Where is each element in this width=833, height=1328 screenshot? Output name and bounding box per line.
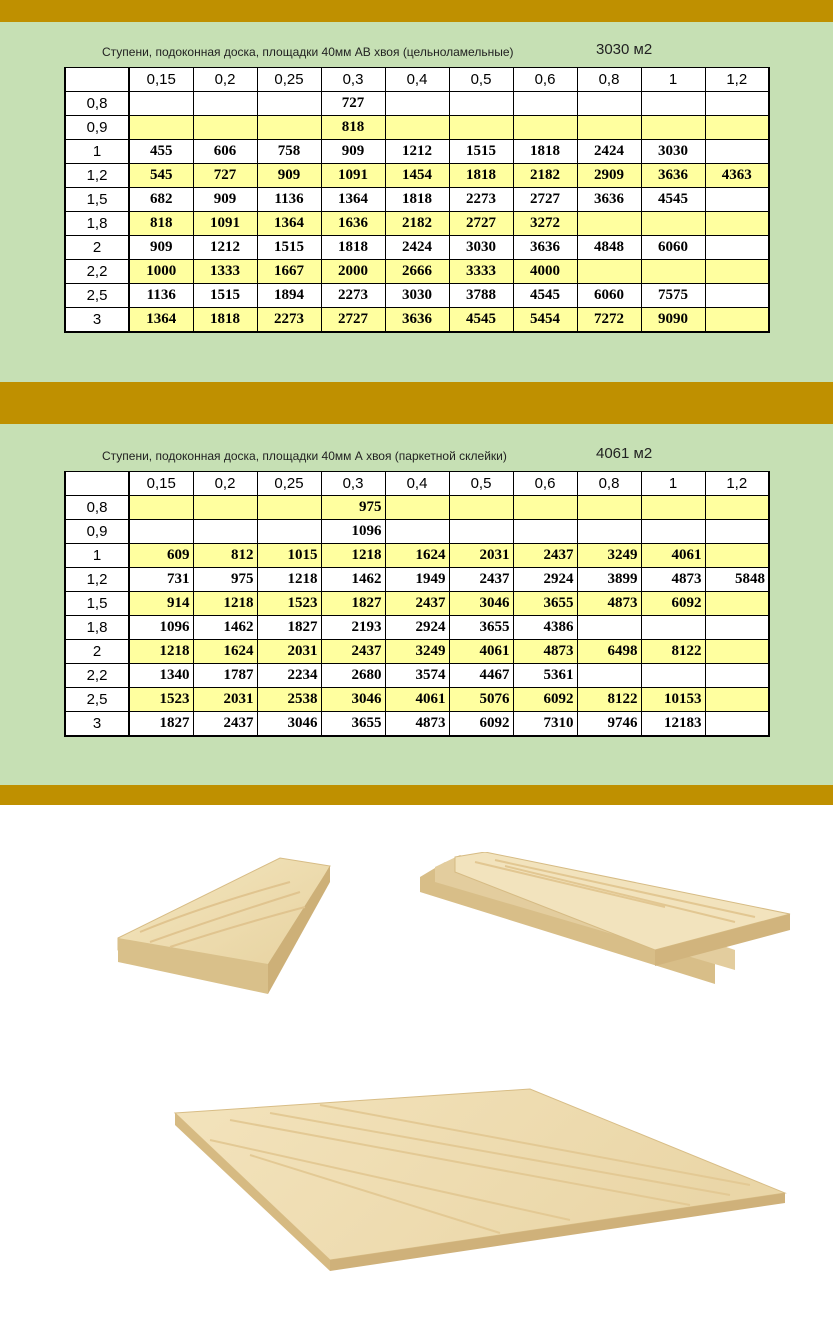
price-cell: 606 <box>193 140 257 164</box>
price-cell: 1667 <box>257 260 321 284</box>
price-cell <box>641 260 705 284</box>
price-cell: 1827 <box>321 592 385 616</box>
row-header: 2,2 <box>65 260 129 284</box>
price-cell: 2924 <box>513 568 577 592</box>
column-header: 0,15 <box>129 68 193 92</box>
price-cell: 609 <box>129 544 193 568</box>
row-header: 0,9 <box>65 520 129 544</box>
price-cell: 4545 <box>641 188 705 212</box>
column-header: 1,2 <box>705 472 769 496</box>
price-cell: 4000 <box>513 260 577 284</box>
price-cell <box>385 496 449 520</box>
table-2-title: Ступени, подоконная доска, площадки 40мм А хвоя (паркетной склейки) <box>102 449 507 463</box>
price-cell: 3046 <box>449 592 513 616</box>
price-cell: 3333 <box>449 260 513 284</box>
row-header: 1 <box>65 544 129 568</box>
price-cell: 1827 <box>257 616 321 640</box>
table-row <box>65 164 769 188</box>
stacked-boards-photo <box>415 852 800 992</box>
price-cell: 2031 <box>257 640 321 664</box>
price-cell: 818 <box>321 116 385 140</box>
price-cell <box>257 92 321 116</box>
table-row <box>65 260 769 284</box>
price-cell: 3574 <box>385 664 449 688</box>
price-cell: 5076 <box>449 688 513 712</box>
price-cell: 7310 <box>513 712 577 737</box>
price-cell: 2727 <box>513 188 577 212</box>
column-header: 0,8 <box>577 472 641 496</box>
price-cell <box>513 496 577 520</box>
price-cell: 1000 <box>129 260 193 284</box>
price-cell <box>705 496 769 520</box>
price-cell: 2437 <box>321 640 385 664</box>
price-cell: 1364 <box>257 212 321 236</box>
row-header: 2,5 <box>65 688 129 712</box>
price-cell: 1212 <box>193 236 257 260</box>
price-cell: 3655 <box>449 616 513 640</box>
price-cell: 3046 <box>321 688 385 712</box>
table-header-row <box>65 472 769 496</box>
price-cell <box>449 496 513 520</box>
price-cell: 5454 <box>513 308 577 333</box>
price-cell: 1212 <box>385 140 449 164</box>
price-cell: 818 <box>129 212 193 236</box>
price-cell <box>705 640 769 664</box>
row-header: 3 <box>65 712 129 737</box>
price-cell: 1096 <box>129 616 193 640</box>
price-cell: 1624 <box>193 640 257 664</box>
price-cell <box>257 520 321 544</box>
price-cell: 2437 <box>193 712 257 737</box>
corner-cell <box>65 68 129 92</box>
column-header: 1 <box>641 472 705 496</box>
price-cell: 909 <box>321 140 385 164</box>
price-cell <box>129 496 193 520</box>
price-cell <box>385 116 449 140</box>
price-cell: 3030 <box>641 140 705 164</box>
table-row <box>65 592 769 616</box>
column-header: 0,25 <box>257 472 321 496</box>
price-cell <box>129 92 193 116</box>
price-cell: 4873 <box>641 568 705 592</box>
price-cell: 731 <box>129 568 193 592</box>
table-row <box>65 188 769 212</box>
price-cell: 1515 <box>449 140 513 164</box>
price-cell <box>129 116 193 140</box>
table-row <box>65 116 769 140</box>
price-cell <box>385 92 449 116</box>
price-cell <box>705 260 769 284</box>
price-cell: 1218 <box>129 640 193 664</box>
column-header: 0,3 <box>321 68 385 92</box>
price-cell: 1818 <box>513 140 577 164</box>
table-row <box>65 712 769 737</box>
price-cell: 1364 <box>129 308 193 333</box>
price-cell: 8122 <box>577 688 641 712</box>
price-cell: 2680 <box>321 664 385 688</box>
price-cell: 6498 <box>577 640 641 664</box>
price-cell <box>577 664 641 688</box>
price-cell: 1827 <box>129 712 193 737</box>
price-cell: 1462 <box>193 616 257 640</box>
stair-tread-photo <box>110 852 335 1000</box>
price-cell: 4873 <box>385 712 449 737</box>
price-cell <box>193 92 257 116</box>
price-cell <box>577 116 641 140</box>
price-cell: 975 <box>193 568 257 592</box>
price-cell: 3788 <box>449 284 513 308</box>
table-row <box>65 568 769 592</box>
price-cell: 909 <box>129 236 193 260</box>
price-cell <box>449 520 513 544</box>
table-1-title: Ступени, подоконная доска, площадки 40мм АВ хвоя (цельноламельные) <box>102 45 514 59</box>
price-cell: 1523 <box>257 592 321 616</box>
price-cell: 4061 <box>449 640 513 664</box>
price-cell <box>577 520 641 544</box>
price-cell <box>193 520 257 544</box>
row-header: 1,2 <box>65 568 129 592</box>
price-cell <box>705 712 769 737</box>
price-cell: 2424 <box>577 140 641 164</box>
row-header: 1,8 <box>65 212 129 236</box>
price-cell <box>641 496 705 520</box>
price-cell <box>705 308 769 333</box>
column-header: 1 <box>641 68 705 92</box>
price-cell: 6092 <box>513 688 577 712</box>
row-header: 2,2 <box>65 664 129 688</box>
table-row <box>65 544 769 568</box>
price-cell: 909 <box>193 188 257 212</box>
price-cell: 4363 <box>705 164 769 188</box>
price-cell <box>705 592 769 616</box>
table-row <box>65 140 769 164</box>
price-cell <box>705 116 769 140</box>
row-header: 2 <box>65 640 129 664</box>
price-cell: 6092 <box>641 592 705 616</box>
table-row <box>65 688 769 712</box>
price-cell: 1636 <box>321 212 385 236</box>
price-cell: 1096 <box>321 520 385 544</box>
price-cell: 2424 <box>385 236 449 260</box>
price-cell: 914 <box>129 592 193 616</box>
price-cell <box>193 116 257 140</box>
price-cell: 4061 <box>641 544 705 568</box>
price-cell: 1894 <box>257 284 321 308</box>
price-cell: 5361 <box>513 664 577 688</box>
table-2-caption <box>64 446 768 466</box>
price-cell: 3636 <box>513 236 577 260</box>
column-header: 0,25 <box>257 68 321 92</box>
price-cell: 8122 <box>641 640 705 664</box>
price-cell: 2538 <box>257 688 321 712</box>
price-cell <box>705 92 769 116</box>
row-header: 0,8 <box>65 496 129 520</box>
price-cell <box>705 688 769 712</box>
price-cell: 1818 <box>321 236 385 260</box>
price-cell: 3899 <box>577 568 641 592</box>
price-cell: 6060 <box>577 284 641 308</box>
bottom-band <box>0 785 833 805</box>
price-cell: 1218 <box>321 544 385 568</box>
price-cell: 2437 <box>513 544 577 568</box>
corner-cell <box>65 472 129 496</box>
row-header: 1 <box>65 140 129 164</box>
row-header: 3 <box>65 308 129 333</box>
price-cell: 3636 <box>641 164 705 188</box>
price-cell: 545 <box>129 164 193 188</box>
price-cell: 1462 <box>321 568 385 592</box>
price-cell: 2234 <box>257 664 321 688</box>
price-cell: 3272 <box>513 212 577 236</box>
price-cell <box>641 92 705 116</box>
table-row <box>65 664 769 688</box>
table-row <box>65 308 769 333</box>
price-cell: 2273 <box>449 188 513 212</box>
price-cell <box>705 188 769 212</box>
price-cell: 1949 <box>385 568 449 592</box>
price-cell: 1218 <box>257 568 321 592</box>
price-cell: 7272 <box>577 308 641 333</box>
price-cell: 1624 <box>385 544 449 568</box>
row-header: 1,5 <box>65 592 129 616</box>
price-cell: 3046 <box>257 712 321 737</box>
price-cell <box>513 520 577 544</box>
price-cell: 2182 <box>385 212 449 236</box>
price-cell: 12183 <box>641 712 705 737</box>
table-row <box>65 284 769 308</box>
price-cell <box>577 616 641 640</box>
price-cell <box>705 520 769 544</box>
price-cell: 1818 <box>385 188 449 212</box>
price-cell: 2273 <box>257 308 321 333</box>
column-header: 0,15 <box>129 472 193 496</box>
column-header: 0,5 <box>449 68 513 92</box>
price-cell: 2666 <box>385 260 449 284</box>
price-cell <box>641 664 705 688</box>
column-header: 0,3 <box>321 472 385 496</box>
price-cell: 455 <box>129 140 193 164</box>
middle-band <box>0 382 833 424</box>
row-header: 1,5 <box>65 188 129 212</box>
price-cell: 2727 <box>321 308 385 333</box>
table-2-price: 4061 м2 <box>596 445 653 462</box>
price-cell: 1818 <box>449 164 513 188</box>
price-cell: 812 <box>193 544 257 568</box>
column-header: 0,4 <box>385 68 449 92</box>
table-row <box>65 496 769 520</box>
price-cell: 5848 <box>705 568 769 592</box>
table-header-row <box>65 68 769 92</box>
top-band <box>0 0 833 22</box>
price-cell: 2727 <box>449 212 513 236</box>
column-header: 0,5 <box>449 472 513 496</box>
price-cell: 4467 <box>449 664 513 688</box>
row-header: 0,8 <box>65 92 129 116</box>
price-cell <box>641 116 705 140</box>
price-cell <box>705 284 769 308</box>
price-cell: 3636 <box>385 308 449 333</box>
price-cell: 1454 <box>385 164 449 188</box>
price-table-2 <box>64 471 770 737</box>
table-row <box>65 616 769 640</box>
price-cell <box>705 236 769 260</box>
panel-board-photo <box>170 1085 790 1275</box>
price-cell: 1515 <box>193 284 257 308</box>
price-cell: 6060 <box>641 236 705 260</box>
price-cell <box>513 92 577 116</box>
row-header: 1,8 <box>65 616 129 640</box>
price-cell: 682 <box>129 188 193 212</box>
price-cell <box>641 212 705 236</box>
price-cell <box>641 616 705 640</box>
price-cell: 2437 <box>449 568 513 592</box>
price-cell <box>577 260 641 284</box>
price-cell: 9090 <box>641 308 705 333</box>
price-cell: 4873 <box>577 592 641 616</box>
price-cell: 3636 <box>577 188 641 212</box>
price-cell: 1091 <box>193 212 257 236</box>
price-cell: 4386 <box>513 616 577 640</box>
price-cell: 1523 <box>129 688 193 712</box>
row-header: 2,5 <box>65 284 129 308</box>
price-cell: 758 <box>257 140 321 164</box>
column-header: 0,6 <box>513 472 577 496</box>
price-cell: 3655 <box>321 712 385 737</box>
price-cell: 2909 <box>577 164 641 188</box>
table-row <box>65 212 769 236</box>
price-cell: 1787 <box>193 664 257 688</box>
price-cell <box>385 520 449 544</box>
table-row <box>65 520 769 544</box>
price-cell: 3249 <box>385 640 449 664</box>
price-cell: 4061 <box>385 688 449 712</box>
column-header: 0,2 <box>193 68 257 92</box>
price-cell: 3655 <box>513 592 577 616</box>
price-cell: 2031 <box>449 544 513 568</box>
price-cell: 975 <box>321 496 385 520</box>
price-cell: 2182 <box>513 164 577 188</box>
price-cell: 2193 <box>321 616 385 640</box>
price-cell: 4873 <box>513 640 577 664</box>
price-table-1 <box>64 67 770 333</box>
price-cell: 1340 <box>129 664 193 688</box>
price-cell <box>641 520 705 544</box>
price-cell <box>705 544 769 568</box>
price-cell: 909 <box>257 164 321 188</box>
price-cell: 2000 <box>321 260 385 284</box>
price-cell: 1515 <box>257 236 321 260</box>
price-cell: 1818 <box>193 308 257 333</box>
price-cell <box>577 92 641 116</box>
price-cell: 1091 <box>321 164 385 188</box>
column-header: 0,6 <box>513 68 577 92</box>
price-cell: 1333 <box>193 260 257 284</box>
price-cell <box>449 92 513 116</box>
price-cell: 3249 <box>577 544 641 568</box>
price-cell <box>577 496 641 520</box>
price-cell: 10153 <box>641 688 705 712</box>
price-cell <box>705 616 769 640</box>
row-header: 0,9 <box>65 116 129 140</box>
price-cell <box>449 116 513 140</box>
price-cell: 4545 <box>513 284 577 308</box>
price-cell: 3030 <box>385 284 449 308</box>
table-row <box>65 640 769 664</box>
price-cell: 2273 <box>321 284 385 308</box>
price-cell: 1136 <box>129 284 193 308</box>
column-header: 0,2 <box>193 472 257 496</box>
row-header: 2 <box>65 236 129 260</box>
price-cell: 1364 <box>321 188 385 212</box>
price-cell <box>193 496 257 520</box>
price-cell: 4848 <box>577 236 641 260</box>
table-row <box>65 92 769 116</box>
table-1-caption <box>64 42 768 62</box>
price-cell: 727 <box>321 92 385 116</box>
price-cell: 1015 <box>257 544 321 568</box>
column-header: 1,2 <box>705 68 769 92</box>
price-cell: 2031 <box>193 688 257 712</box>
price-cell: 9746 <box>577 712 641 737</box>
column-header: 0,4 <box>385 472 449 496</box>
price-cell <box>705 664 769 688</box>
price-cell: 1218 <box>193 592 257 616</box>
price-cell <box>705 212 769 236</box>
price-cell <box>705 140 769 164</box>
price-cell <box>257 116 321 140</box>
table-row <box>65 236 769 260</box>
column-header: 0,8 <box>577 68 641 92</box>
price-cell <box>257 496 321 520</box>
price-cell: 3030 <box>449 236 513 260</box>
price-cell: 7575 <box>641 284 705 308</box>
price-cell <box>129 520 193 544</box>
price-cell: 6092 <box>449 712 513 737</box>
price-cell: 1136 <box>257 188 321 212</box>
price-cell: 2924 <box>385 616 449 640</box>
price-cell: 727 <box>193 164 257 188</box>
price-cell: 4545 <box>449 308 513 333</box>
table-1-price: 3030 м2 <box>596 41 653 58</box>
price-cell <box>577 212 641 236</box>
row-header: 1,2 <box>65 164 129 188</box>
price-cell <box>513 116 577 140</box>
price-cell: 2437 <box>385 592 449 616</box>
